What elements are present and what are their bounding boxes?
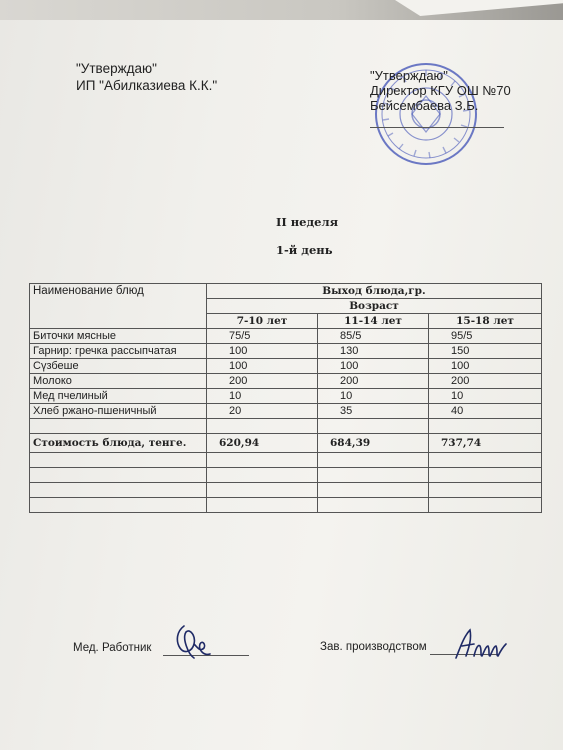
portion-7-10: 100 (207, 359, 318, 374)
cost-7-10: 620,94 (207, 434, 318, 453)
portion-15-18: 200 (429, 374, 542, 389)
header-dish-name: Наименование блюд (30, 284, 207, 329)
portion-7-10: 10 (207, 389, 318, 404)
portion-7-10: 20 (207, 404, 318, 419)
portion-15-18: 40 (429, 404, 542, 419)
dish-name: Сүзбеше (30, 359, 207, 374)
portion-7-10: 75/5 (207, 329, 318, 344)
table-row (30, 404, 542, 419)
table-empty-row (30, 419, 542, 434)
portion-15-18: 100 (429, 359, 542, 374)
portion-15-18: 150 (429, 344, 542, 359)
week-title: II неделя (276, 215, 339, 229)
table-row (30, 374, 542, 389)
portion-11-14: 200 (318, 374, 429, 389)
header-output: Выход блюда,гр. (207, 284, 542, 299)
portion-15-18: 10 (429, 389, 542, 404)
production-handwritten-signature (452, 622, 512, 666)
table-row (30, 389, 542, 404)
age-group-2: 11-14 лет (318, 314, 429, 329)
age-group-3: 15-18 лет (429, 314, 542, 329)
table-row (30, 344, 542, 359)
table-row (30, 359, 542, 374)
approval-right-position: Директор КГУ ОШ №70 (370, 83, 511, 98)
portion-7-10: 100 (207, 344, 318, 359)
portion-11-14: 85/5 (318, 329, 429, 344)
dish-name: Мед пчелиный (30, 389, 207, 404)
approval-right-title: "Утверждаю" (370, 68, 448, 83)
cost-label: Стоимость блюда, тенге. (30, 434, 207, 453)
menu-table (29, 283, 542, 513)
portion-7-10: 200 (207, 374, 318, 389)
table-header-row (30, 284, 542, 299)
dish-name: Хлеб ржано-пшеничный (30, 404, 207, 419)
table-empty-row (30, 468, 542, 483)
cost-row (30, 434, 542, 453)
table-row (30, 329, 542, 344)
portion-11-14: 130 (318, 344, 429, 359)
medic-handwritten-signature (170, 618, 220, 666)
approval-block-right (370, 68, 511, 113)
approval-right-underline (370, 127, 504, 128)
dish-name: Молоко (30, 374, 207, 389)
approval-block-left (76, 60, 217, 94)
cost-15-18: 737,74 (429, 434, 542, 453)
dish-name: Биточки мясные (30, 329, 207, 344)
medic-label: Мед. Работник (73, 642, 152, 654)
approval-left-title: "Утверждаю" (76, 61, 157, 76)
portion-15-18: 95/5 (429, 329, 542, 344)
table-empty-row (30, 483, 542, 498)
approval-right-signer: Бейсембаева З.Б. (370, 98, 479, 113)
portion-11-14: 10 (318, 389, 429, 404)
age-group-1: 7-10 лет (207, 314, 318, 329)
portion-11-14: 35 (318, 404, 429, 419)
production-label: Зав. производством (320, 641, 427, 653)
table-empty-row (30, 498, 542, 513)
table-empty-row (30, 453, 542, 468)
header-age: Возраст (207, 299, 542, 314)
portion-11-14: 100 (318, 359, 429, 374)
approval-left-signer: ИП "Абилказиева К.К." (76, 78, 218, 93)
day-title: 1-й день (276, 243, 333, 257)
dish-name: Гарнир: гречка рассыпчатая (30, 344, 207, 359)
cost-11-14: 684,39 (318, 434, 429, 453)
